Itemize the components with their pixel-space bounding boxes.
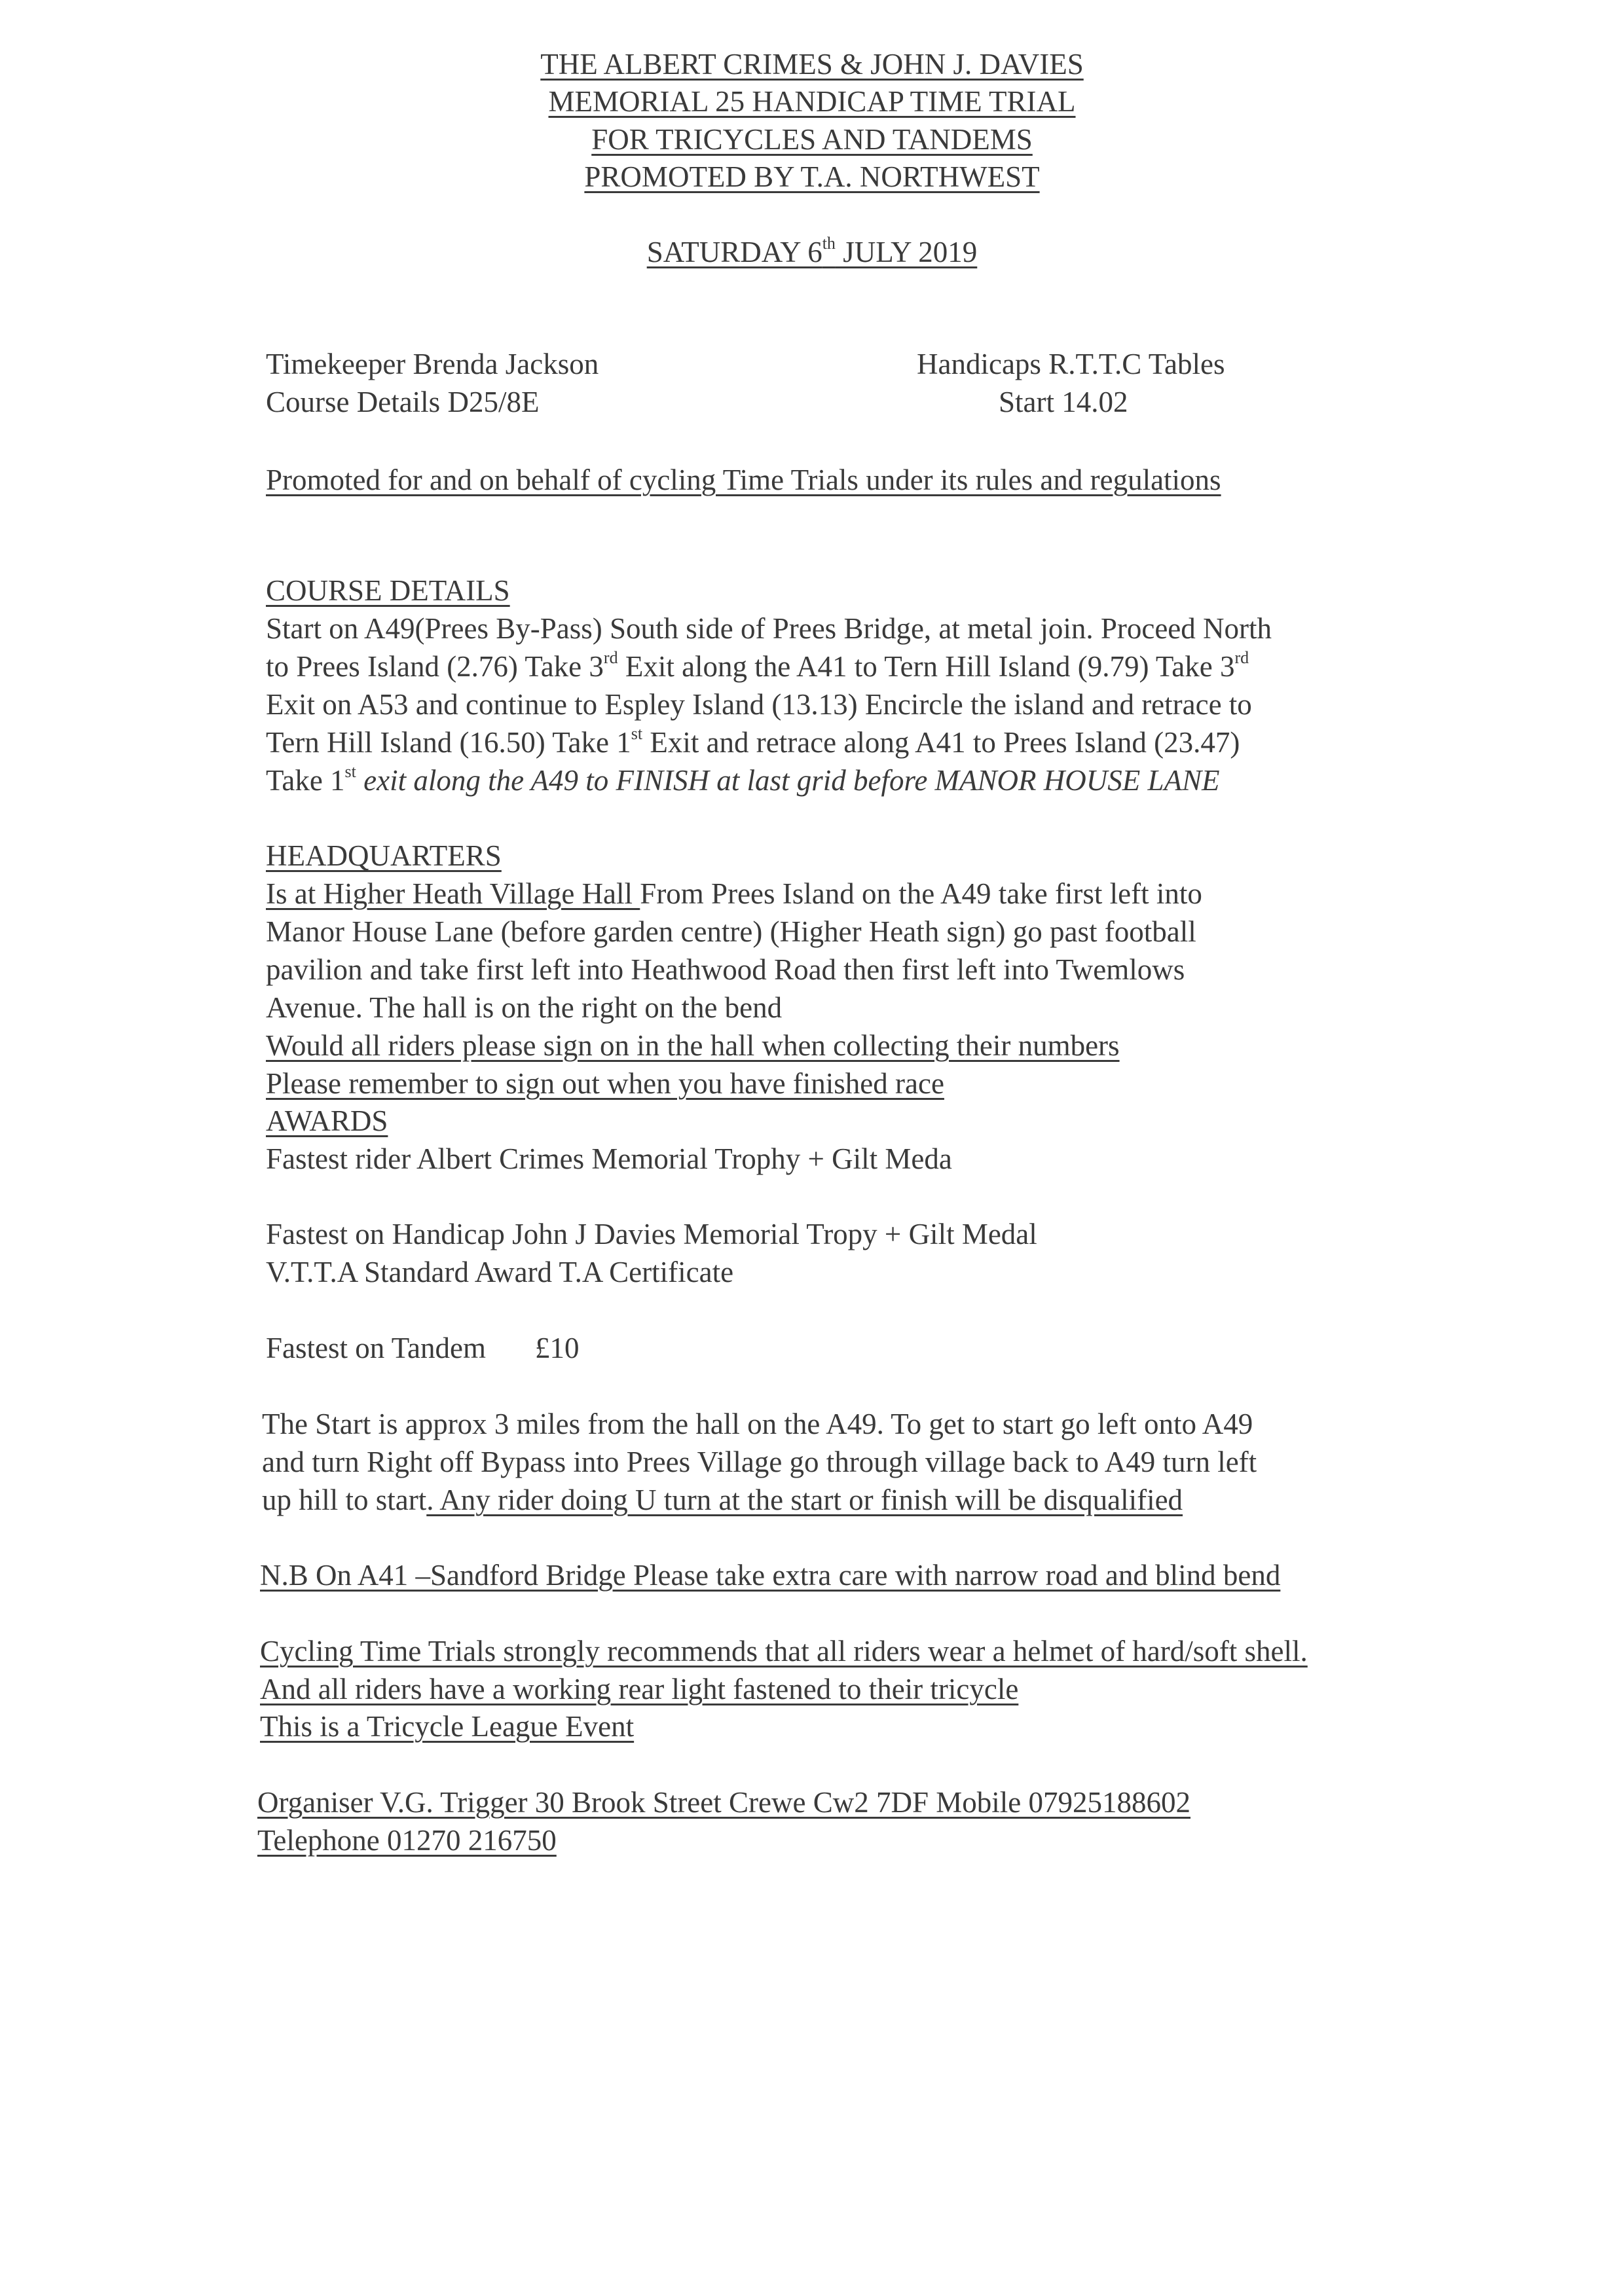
course-details-line: Start on A49(Prees By-Pass) South side of Prees Bridge, at metal join. Proceed North [266,612,1272,645]
course-details-line: Take 1st exit along the A49 to FINISH at last grid before MANOR HOUSE LANE [266,762,1220,797]
course-details-heading: COURSE DETAILS [266,574,510,607]
timekeeper: Timekeeper Brenda Jackson [266,348,599,380]
helmet-note: Cycling Time Trials strongly recommends that all riders wear a helmet of hard/soft shell. [260,1635,1308,1667]
hq-sign-out-note: Please remember to sign out when you have finished race [266,1067,944,1100]
title-line-3: FOR TRICYCLES AND TANDEMS [591,123,1033,156]
award-item-tandem: Fastest on Tandem £10 [266,1332,580,1364]
awards-heading: AWARDS [266,1104,388,1137]
course-code: Course Details D25/8E [266,386,540,418]
start-time: Start 14.02 [999,386,1128,418]
hq-line: Avenue. The hall is on the right on the bend [266,991,783,1024]
course-details-line: to Prees Island (2.76) Take 3rd Exit along the A41 to Tern Hill Island (9.79) Take 3rd [266,648,1249,683]
promoted-note: Promoted for and on behalf of cycling Time Trials under its rules and regulations [266,464,1221,496]
award-item: Fastest on Handicap John J Davies Memorial Tropy + Gilt Medal [266,1218,1037,1250]
light-note: And all riders have a working rear light fastened to their tricycle [260,1673,1019,1705]
organiser-telephone: Telephone 01270 216750 [257,1824,557,1857]
title-line-4: PROMOTED BY T.A. NORTHWEST [584,160,1040,193]
hq-line: Is at Higher Heath Village Hall From Prees Island on the A49 take first left into [266,877,1202,910]
title-line-1: THE ALBERT CRIMES & JOHN J. DAVIES [540,48,1084,81]
course-details-line: Exit on A53 and continue to Espley Island (13.13) Encircle the island and retrace to [266,688,1252,721]
organiser-address: Organiser V.G. Trigger 30 Brook Street Crewe Cw2 7DF Mobile 07925188602 [257,1786,1190,1819]
award-item: V.T.T.A Standard Award T.A Certificate [266,1256,734,1288]
title-line-2: MEMORIAL 25 HANDICAP TIME TRIAL [548,85,1076,118]
start-info-line: up hill to start. Any rider doing U turn at the start or finish will be disqualified [262,1484,1183,1516]
start-info-line: and turn Right off Bypass into Prees Village go through village back to A49 turn left [262,1446,1257,1478]
course-details-line: Tern Hill Island (16.50) Take 1st Exit and retrace along A41 to Prees Island (23.47) [266,724,1240,759]
hq-line: pavilion and take first left into Heathwood Road then first left into Twemlows [266,953,1185,986]
nb-warning: N.B On A41 –Sandford Bridge Please take extra care with narrow road and blind bend [260,1559,1281,1592]
hq-sign-on-note: Would all riders please sign on in the hall when collecting their numbers [266,1029,1120,1062]
league-note: This is a Tricycle League Event [260,1710,635,1743]
handicaps: Handicaps R.T.T.C Tables [917,348,1225,380]
event-date: SATURDAY 6th JULY 2019 [646,234,978,268]
hq-heading: HEADQUARTERS [266,839,502,872]
hq-line: Manor House Lane (before garden centre) (Higher Heath sign) go past football [266,915,1196,948]
start-info-line: The Start is approx 3 miles from the hall on the A49. To get to start go left onto A49 [262,1408,1253,1440]
award-item: Fastest rider Albert Crimes Memorial Trophy + Gilt Meda [266,1142,952,1175]
